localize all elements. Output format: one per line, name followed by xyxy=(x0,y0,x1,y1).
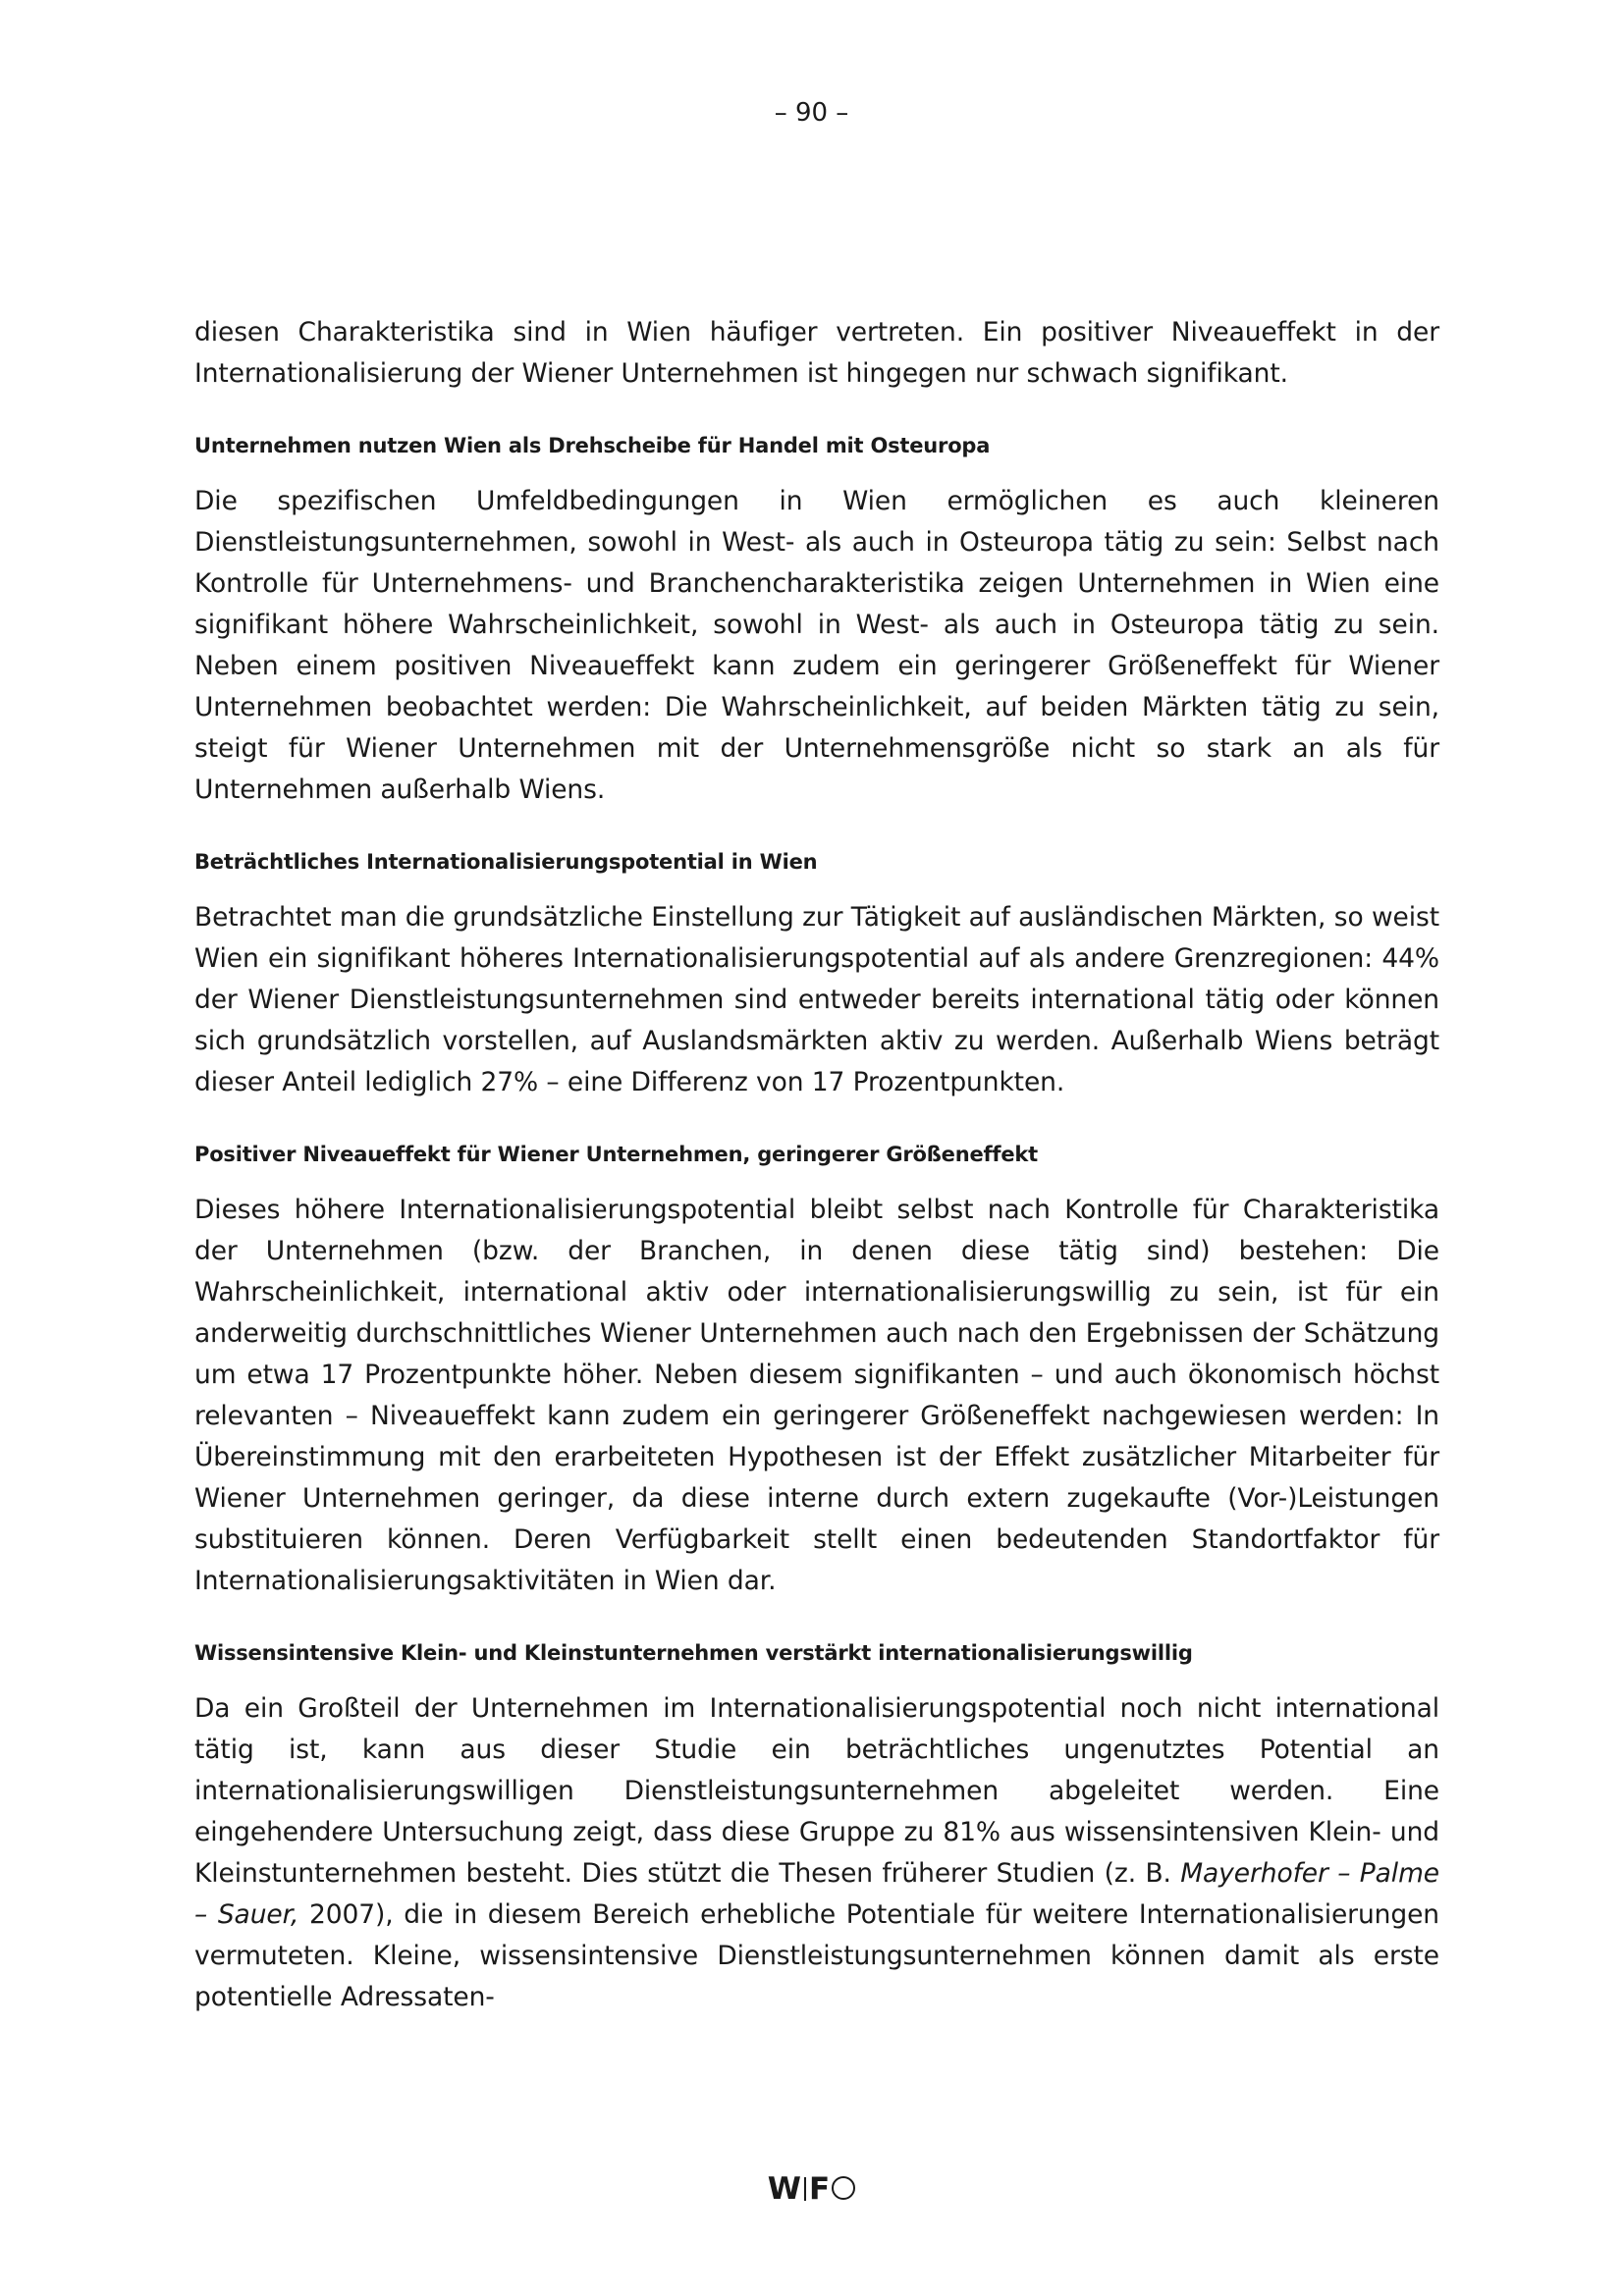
paragraph-text-after-citation: 2007), die in diesem Bereich erhebliche Potentiale für weitere Internationalisierungen vermuteten. Kleine, wissensintensive Dienstleistungsunternehmen können damit als erste potentielle Adressaten- xyxy=(194,1899,1439,2012)
paragraph-text-before-citation: Da ein Großteil der Unternehmen im Internationalisierungspotential noch nicht international tätig ist, kann aus dieser Studie ein beträchtliches ungenutztes Potential an internationalisierungswilligen Dienstleistungsunternehmen abgeleitet werden. Eine eingehendere Untersuchung zeigt, dass diese Gruppe zu 81% aus wissensintensiven Klein- und Kleinstunternehmen besteht. Dies stützt die Thesen früherer Studien (z. B. xyxy=(194,1693,1439,1889)
logo-letter-f: F xyxy=(809,2171,831,2207)
document-body xyxy=(194,312,1439,2018)
logo-separator xyxy=(804,2177,806,2201)
page-number: – 90 – xyxy=(774,98,849,128)
section-heading-potential: Beträchtliches Internationalisierungspotential in Wien xyxy=(194,850,818,874)
section-paragraph-osteuropa: Die spezifischen Umfeldbedingungen in Wien ermöglichen es auch kleineren Dienstleistungsunternehmen, sowohl in West- als auch in Osteuropa tätig zu sein: Selbst nach Kontrolle für Unternehmens- und Branchencharakteristika zeigen Unternehmen in Wien eine signifikant höhere Wahrscheinlichkeit, sowohl in West- als auch in Osteuropa tätig zu sein. Neben einem positiven Niveaueffekt kann zudem ein geringerer Größeneffekt für Wiener Unternehmen beobachtet werden: Die Wahrscheinlichkeit, auf beiden Märkten tätig zu sein, steigt für Wiener Unternehmen mit der Unternehmensgröße nicht so stark an als für Unternehmen außerhalb Wiens. xyxy=(194,486,1439,805)
section-paragraph-wissensintensiv xyxy=(194,1688,1439,2018)
section-heading-osteuropa: Unternehmen nutzen Wien als Drehscheibe für Handel mit Osteuropa xyxy=(194,434,991,457)
logo-letter-w: W xyxy=(767,2171,801,2207)
citation-authors: Mayerhofer – Palme – Sauer, xyxy=(194,1858,1439,1930)
intro-paragraph: diesen Charakteristika sind in Wien häufiger vertreten. Ein positiver Niveaueffekt in der Internationalisierung der Wiener Unternehmen ist hingegen nur schwach signifikant. xyxy=(194,317,1439,389)
section-paragraph-niveaueffekt: Dieses höhere Internationalisierungspotential bleibt selbst nach Kontrolle für Charakteristika der Unternehmen (bzw. der Branchen, in denen diese tätig sind) bestehen: Die Wahrscheinlichkeit, international aktiv oder internationalisierungswillig zu sein, ist für ein anderweitig durchschnittliches Wiener Unternehmen auch nach den Ergebnissen der Schätzung um etwa 17 Prozentpunkte höher. Neben diesem signifikanten – und auch ökonomisch höchst relevanten – Niveaueffekt kann zudem ein geringerer Größeneffekt nachgewiesen werden: In Übereinstimmung mit den erarbeiteten Hypothesen ist der Effekt zusätzlicher Mitarbeiter für Wiener Unternehmen geringer, da diese interne durch extern zugekaufte (Vor-)Leistungen substituieren können. Deren Verfügbarkeit stellt einen bedeutenden Standortfaktor für Internationalisierungsaktivitäten in Wien dar. xyxy=(194,1195,1439,1596)
section-paragraph-potential: Betrachtet man die grundsätzliche Einstellung zur Tätigkeit auf ausländischen Märkten, so weist Wien ein signifikant höheres Internationalisierungspotential auf als andere Grenzregionen: 44% der Wiener Dienstleistungsunternehmen sind entweder bereits international tätig oder können sich grundsätzlich vorstellen, auf Auslandsmärkten aktiv zu werden. Außerhalb Wiens beträgt dieser Anteil lediglich 27% – eine Differenz von 17 Prozentpunkten. xyxy=(194,902,1439,1097)
section-heading-wissensintensiv: Wissensintensive Klein- und Kleinstunternehmen verstärkt internationalisierungswillig xyxy=(194,1641,1193,1665)
section-heading-niveaueffekt: Positiver Niveaueffekt für Wiener Unternehmen, geringerer Größeneffekt xyxy=(194,1143,1039,1166)
circle-o-icon xyxy=(832,2176,855,2200)
wifo-logo xyxy=(0,2171,1623,2207)
